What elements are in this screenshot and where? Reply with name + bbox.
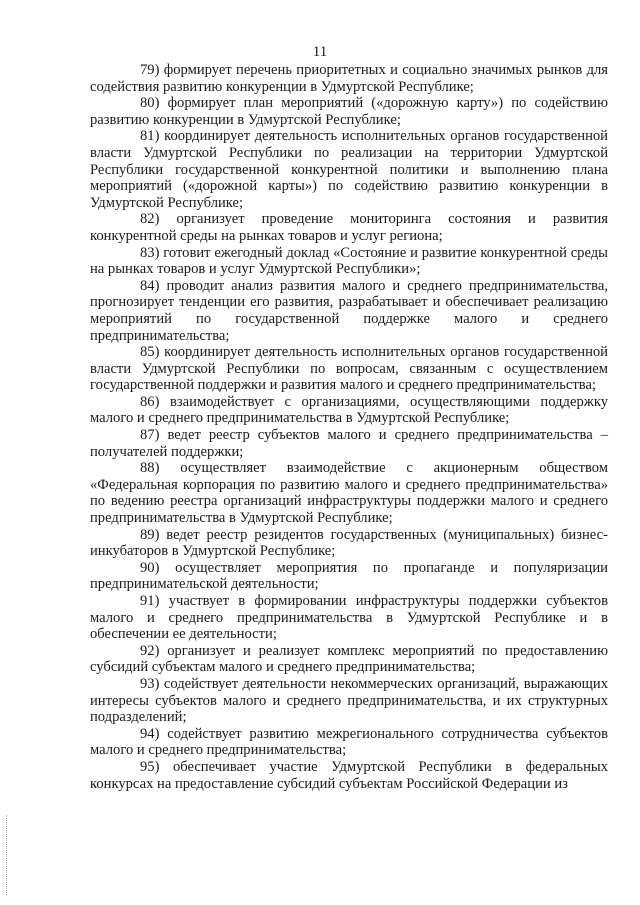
paragraph-82: 82) организует проведение мониторинга состояния и развития конкурентной среды на рынках товаров и услуг региона; [90,211,608,244]
scan-edge-marks [6,815,9,895]
paragraph-85: 85) координирует деятельность исполнительных органов государственной власти Удмуртской Республики по вопросам, связанным с осуществлением государственной поддержки и развития малого и среднего предпринимательства; [90,344,608,394]
paragraph-94: 94) содействует развитию межрегионального сотрудничества субъектов малого и среднего предпринимательства; [90,725,608,759]
paragraph-93: 93) содействует деятельности некоммерческих организаций, выражающих интересы субъектов малого и среднего предпринимательства, и их структурных подразделений; [90,675,608,726]
paragraph-91: 91) участвует в формировании инфраструктуры поддержки субъектов малого и среднего предпринимательства в Удмуртской Республике и в обеспечении ее деятельности; [90,593,608,643]
paragraph-90: 90) осуществляет мероприятия по пропаганде и популяризации предпринимательской деятельности; [90,559,608,593]
paragraph-81: 81) координирует деятельность исполнительных органов государственной власти Удмуртской Республики по реализации на территории Удмуртской Республики государственной конкурентной политики и выполнению плана мероприятий («дорожной карты») по содействию развитию конкуренции в Удмуртской Республике; [90,128,608,211]
page-number: 11 [312,44,328,60]
paragraph-86: 86) взаимодействует с организациями, осуществляющими поддержку малого и среднего предпринимательства в Удмуртской Республике; [90,393,608,427]
paragraph-83: 83) готовит ежегодный доклад «Состояние и развитие конкурентной среды на рынках товаров и услуг Удмуртской Республики»; [90,244,608,278]
paragraph-80: 80) формирует план мероприятий («дорожную карту») по содействию развитию конкуренции в Удмуртской Республике; [90,95,608,128]
document-body [90,62,608,792]
paragraph-89: 89) ведет реестр резидентов государственных (муниципальных) бизнес-инкубаторов в Удмуртской Республике; [90,526,608,560]
paragraph-88: 88) осуществляет взаимодействие с акционерным обществом «Федеральная корпорация по развитию малого и среднего предпринимательства» по ведению реестра организаций инфраструктуры поддержки малого и среднего предпринимательства в Удмуртской Республике; [90,460,608,527]
paragraph-92: 92) организует и реализует комплекс мероприятий по предоставлению субсидий субъектам малого и среднего предпринимательства; [90,642,608,676]
paragraph-79: 79) формирует перечень приоритетных и социально значимых рынков для содействия развитию конкуренции в Удмуртской Республике; [90,62,608,95]
paragraph-84: 84) проводит анализ развития малого и среднего предпринимательства, прогнозирует тенденции его развития, разрабатывает и обеспечивает реализацию мероприятий по государственной поддержке малого и среднего предпринимательства; [90,277,608,344]
paragraph-95: 95) обеспечивает участие Удмуртской Республики в федеральных конкурсах на предоставление субсидий субъектам Российской Федерации из [90,758,608,792]
paragraph-87: 87) ведет реестр субъектов малого и среднего предпринимательства – получателей поддержки; [90,427,608,460]
